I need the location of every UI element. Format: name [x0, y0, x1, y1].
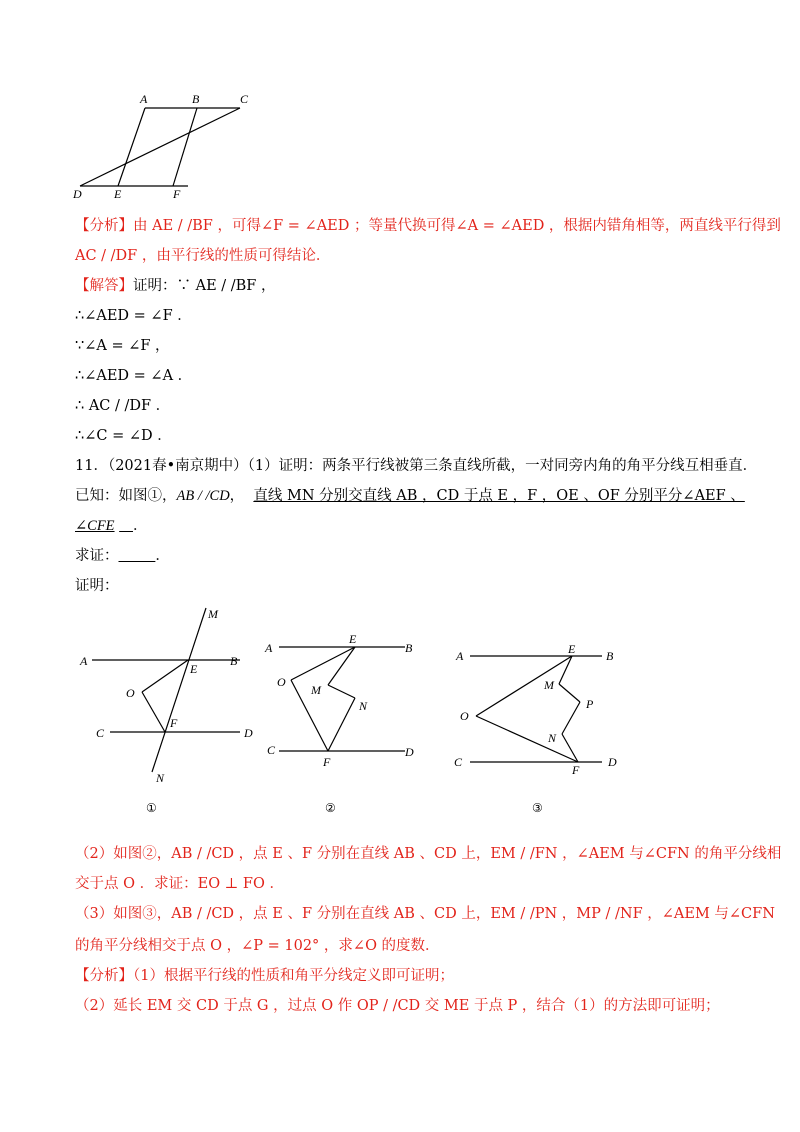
analysis1-line2: AC / /DF ，由平行线的性质可得结论．	[75, 248, 331, 264]
segment-of	[142, 692, 165, 732]
point-a: A	[265, 641, 273, 655]
point-b: B	[405, 641, 413, 655]
line-mn	[152, 608, 206, 772]
point-n: N	[359, 699, 368, 713]
point-b: B	[230, 654, 238, 668]
point-p: P	[586, 697, 594, 711]
point-n: N	[156, 771, 165, 785]
point-c: C	[454, 755, 463, 769]
point-b: B	[606, 649, 614, 663]
proof-label: 证明：	[75, 578, 119, 594]
problem-11-known	[75, 486, 745, 506]
point-c: C	[267, 743, 276, 757]
point-c: C	[240, 92, 249, 106]
solution-step-5: ∴∠C = ∠D ．	[75, 428, 172, 444]
point-m: M	[311, 683, 321, 697]
known-angle-cfe: ∠CFE	[75, 518, 115, 534]
solution-intro: 证明：∵ AE / /BF ，	[133, 278, 276, 294]
point-m: M	[544, 678, 554, 692]
solution-step-3: ∴∠AED = ∠A ．	[75, 368, 193, 384]
solution-label: 【解答】	[75, 278, 133, 294]
segment-em	[328, 647, 355, 685]
segment-of	[291, 680, 328, 751]
point-e: E	[349, 632, 357, 646]
prove-label: 求证：	[75, 548, 119, 564]
known-prefix: 已知：如图①，	[75, 488, 177, 504]
point-f: F	[173, 187, 181, 201]
problem-11-known-cont	[75, 516, 147, 536]
analysis2-line2: （2）延长 EM 交 CD 于点 G ，过点 O 作 OP / /CD 交 ME 于点 P ，结合（1）的方法即可证明；	[75, 998, 720, 1014]
point-n: N	[548, 731, 557, 745]
point-o: O	[277, 675, 286, 689]
part2-line2: 交于点 O ．求证：EO ⊥ FO ．	[75, 876, 284, 892]
point-d: D	[405, 745, 414, 759]
point-b: B	[192, 92, 200, 106]
segment-eo	[142, 660, 188, 692]
point-m: M	[208, 607, 218, 621]
point-f: F	[170, 716, 178, 730]
point-d: D	[73, 187, 82, 201]
solution-step-2: ∵∠A = ∠F ，	[75, 338, 170, 354]
point-a: A	[140, 92, 148, 106]
point-a: A	[80, 654, 88, 668]
segment-mp	[559, 684, 580, 702]
known-end: ．	[132, 518, 148, 534]
point-f: F	[323, 755, 331, 769]
segment-eo	[476, 656, 572, 716]
figure-1	[80, 600, 270, 825]
point-f: F	[572, 763, 580, 777]
point-e: E	[190, 662, 198, 676]
segment-eo	[291, 647, 355, 680]
point-a: A	[456, 649, 464, 663]
point-d: D	[244, 726, 253, 740]
part2-line1: （2）如图②，AB / /CD ，点 E 、F 分别在直线 AB 、CD 上，EM / /FN ，∠AEM 与∠CFN 的角平分线相	[75, 846, 782, 862]
solution1-intro-line	[75, 276, 275, 296]
figure-3-caption: ③	[532, 801, 543, 815]
analysis2-line1: 【分析】（1）根据平行线的性质和角平分线定义即可证明；	[75, 968, 454, 984]
point-d: D	[608, 755, 617, 769]
prove-line	[75, 546, 170, 566]
point-e: E	[114, 187, 122, 201]
prove-blank	[119, 548, 156, 564]
part3-line2: 的角平分线相交于点 O ，∠P = 102° ，求∠O 的度数．	[75, 938, 440, 954]
point-e: E	[568, 642, 576, 656]
segment-of	[476, 716, 578, 762]
problem-11-header: 11．（2021春•南京期中）（1）证明：两条平行线被第三条直线所截，一对同旁内角的角平分线互相垂直．	[75, 458, 758, 474]
figure-1-caption: ①	[146, 801, 157, 815]
segment-mn	[328, 685, 355, 698]
point-o: O	[126, 686, 135, 700]
line-cd	[80, 108, 240, 186]
figure-parallelogram	[70, 90, 270, 200]
known-blank	[119, 518, 133, 534]
prove-end: ．	[155, 548, 170, 564]
part3-line1: （3）如图③，AB / /CD ，点 E 、F 分别在直线 AB 、CD 上，EM / /PN ，MP / /NF ，∠AEM 与∠CFN	[75, 906, 775, 922]
point-c: C	[96, 726, 105, 740]
solution-step-4: ∴ AC / /DF ．	[75, 398, 171, 414]
figure-3	[452, 638, 637, 823]
segment-pn	[562, 702, 580, 734]
known-ab-cd: AB / /CD	[176, 488, 230, 504]
solution-step-1: ∴∠AED = ∠F ．	[75, 308, 192, 324]
line-ae	[118, 108, 145, 186]
known-blank-filled: 直线 MN 分别交直线 AB ，CD 于点 E ，F ，OE 、OF 分别平分∠AEF 、	[253, 488, 745, 504]
figure-2	[265, 628, 435, 823]
figure-2-caption: ②	[325, 801, 336, 815]
analysis1-line1: 【分析】由 AE / /BF ，可得∠F = ∠AED ；等量代换可得∠A = ∠AED ，根据内错角相等，两直线平行得到	[75, 218, 781, 234]
point-o: O	[460, 709, 469, 723]
known-sep: ，	[229, 488, 245, 504]
line-bf	[173, 108, 197, 186]
segment-nf	[328, 698, 355, 751]
